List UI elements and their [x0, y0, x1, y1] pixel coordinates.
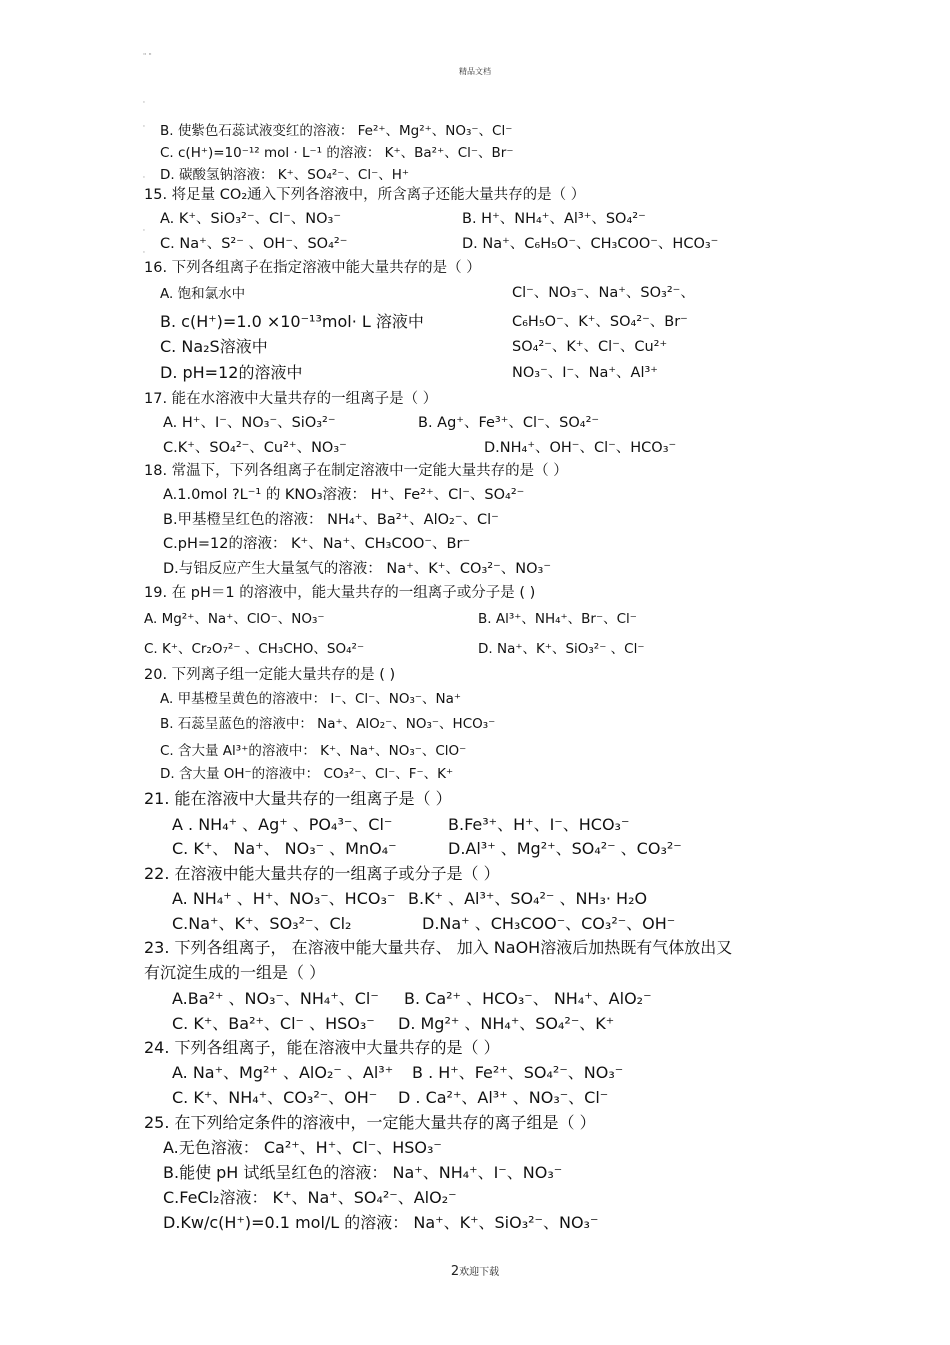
option-line: C.pH=12的溶液： K⁺、Na⁺、CH₃COO⁻、Br⁻ [163, 536, 471, 552]
option-line: B.Fe³⁺、H⁺、I⁻、HCO₃⁻ [448, 815, 630, 834]
margin-mark: " " [143, 52, 152, 60]
option-line: C. K⁺、NH₄⁺、CO₃²⁻、OH⁻ [172, 1088, 378, 1107]
page-header: 精品文档 [459, 67, 491, 76]
option-line: C.K⁺、SO₄²⁻、Cu²⁺、NO₃⁻ [163, 440, 347, 456]
option-line: B.K⁺ 、Al³⁺、SO₄²⁻ 、NH₃· H₂O [408, 889, 648, 908]
option-line: C.Na⁺、K⁺、SO₃²⁻、Cl₂ [172, 914, 352, 933]
question-stem: 23. 下列各组离子， 在溶液中能大量共存、 加入 NaOH溶液后加热既有气体放出又 [144, 938, 733, 957]
question-stem: 21. 能在溶液中大量共存的一组离子是（ ） [144, 789, 452, 808]
option-line: C₆H₅O⁻、K⁺、SO₄²⁻、Br⁻ [512, 314, 688, 330]
option-line: A. Na⁺、Mg²⁺ 、AlO₂⁻ 、Al³⁺ [172, 1063, 394, 1082]
option-line: A. H⁺、I⁻、NO₃⁻、SiO₃²⁻ [163, 415, 336, 431]
option-line: C. K⁺、Cr₂O₇²⁻ 、CH₃CHO、SO₄²⁻ [144, 641, 365, 657]
option-line: B. Ag⁺、Fe³⁺、Cl⁻、SO₄²⁻ [418, 415, 600, 431]
option-line: C. Na₂S溶液中 [160, 337, 268, 356]
footer-text: 欢迎下载 [459, 1267, 500, 1278]
option-line: B. Ca²⁺ 、HCO₃⁻、 NH₄⁺、AlO₂⁻ [404, 989, 652, 1008]
question-stem: 25. 在下列给定条件的溶液中，一定能大量共存的离子组是（ ） [144, 1113, 596, 1132]
option-line: C.FeCl₂溶液： K⁺、Na⁺、SO₄²⁻、AlO₂⁻ [163, 1188, 457, 1207]
question-stem: 19. 在 pH＝1 的溶液中，能大量共存的一组离子或分子是 ( ) [144, 585, 536, 601]
question-stem: 15. 将足量 CO₂通入下列各溶液中，所含离子还能大量共存的是（ ） [144, 187, 586, 203]
margin-mark: ' [143, 175, 145, 183]
question-stem: 20. 下列离子组一定能大量共存的是 ( ) [144, 667, 396, 683]
option-line: C. Na⁺、S²⁻ 、OH⁻、SO₄²⁻ [160, 236, 348, 252]
option-line: B. Al³⁺、NH₄⁺、Br⁻、Cl⁻ [478, 611, 637, 627]
page-number: 2 [450, 1264, 460, 1279]
question-stem: 22. 在溶液中能大量共存的一组离子或分子是（ ） [144, 864, 500, 883]
margin-mark: ' [143, 124, 145, 132]
option-line: D. 含大量 OH⁻的溶液中： CO₃²⁻、Cl⁻、F⁻、K⁺ [160, 766, 454, 782]
option-line: B . H⁺、Fe²⁺、SO₄²⁻、NO₃⁻ [412, 1063, 624, 1082]
option-line: A. NH₄⁺ 、H⁺、NO₃⁻、HCO₃⁻ [172, 889, 396, 908]
option-line: C. 含大量 Al³⁺的溶液中： K⁺、Na⁺、NO₃⁻、ClO⁻ [160, 743, 467, 759]
question-stem: 16. 下列各组离子在指定溶液中能大量共存的是（ ） [144, 260, 481, 276]
option-line: B. c(H⁺)=1.0 ×10⁻¹³mol· L 溶液中 [160, 312, 424, 331]
option-line: D.Na⁺ 、CH₃COO⁻、CO₃²⁻、OH⁻ [422, 914, 676, 933]
option-line: A. 甲基橙呈黄色的溶液中： I⁻、Cl⁻、NO₃⁻、Na⁺ [160, 691, 462, 707]
option-line: B.甲基橙呈红色的溶液： NH₄⁺、Ba²⁺、AlO₂⁻、Cl⁻ [163, 512, 499, 528]
page-footer [0, 1263, 950, 1279]
margin-mark: ' [143, 228, 145, 236]
option-line: A. 饱和氯水中 [160, 286, 246, 302]
margin-mark: ' [143, 250, 145, 258]
option-line: B.能使 pH 试纸呈红色的溶液： Na⁺、NH₄⁺、I⁻、NO₃⁻ [163, 1163, 563, 1182]
option-line: C. K⁺、Ba²⁺、Cl⁻ 、HSO₃⁻ [172, 1014, 375, 1033]
option-line: D.NH₄⁺、OH⁻、Cl⁻、HCO₃⁻ [484, 440, 677, 456]
option-line: D . Ca²⁺、Al³⁺ 、NO₃⁻、Cl⁻ [398, 1088, 609, 1107]
margin-mark: ' [143, 100, 145, 108]
option-line: B. 使紫色石蕊试液变红的溶液： Fe²⁺、Mg²⁺、NO₃⁻、Cl⁻ [160, 123, 513, 139]
option-line: D.Al³⁺ 、Mg²⁺、SO₄²⁻ 、CO₃²⁻ [448, 839, 682, 858]
option-line: D.Kw/c(H⁺)=0.1 mol/L 的溶液： Na⁺、K⁺、SiO₃²⁻、NO₃⁻ [163, 1213, 599, 1232]
option-line: D. Na⁺、K⁺、SiO₃²⁻ 、Cl⁻ [478, 641, 645, 657]
option-line: A . NH₄⁺ 、Ag⁺ 、PO₄³⁻、Cl⁻ [172, 815, 393, 834]
question-stem: 17. 能在水溶液中大量共存的一组离子是（ ） [144, 391, 438, 407]
option-line: D. 碳酸氢钠溶液： K⁺、SO₄²⁻、Cl⁻、H⁺ [160, 167, 409, 183]
option-line: D. Mg²⁺ 、NH₄⁺、SO₄²⁻、K⁺ [398, 1014, 615, 1033]
option-line: A. K⁺、SiO₃²⁻、Cl⁻、NO₃⁻ [160, 211, 342, 227]
option-line: NO₃⁻、I⁻、Na⁺、Al³⁺ [512, 365, 658, 381]
option-line: SO₄²⁻、K⁺、Cl⁻、Cu²⁺ [512, 339, 668, 355]
option-line: A.无色溶液： Ca²⁺、H⁺、Cl⁻、HSO₃⁻ [163, 1138, 442, 1157]
option-line: D. Na⁺、C₆H₅O⁻、CH₃COO⁻、HCO₃⁻ [462, 236, 719, 252]
option-line: C. K⁺、 Na⁺、 NO₃⁻ 、MnO₄⁻ [172, 839, 397, 858]
option-line: A.Ba²⁺ 、NO₃⁻、NH₄⁺、Cl⁻ [172, 989, 379, 1008]
option-line: Cl⁻、NO₃⁻、Na⁺、SO₃²⁻、 [512, 285, 695, 301]
option-line: C. c(H⁺)=10⁻¹² mol · L⁻¹ 的溶液： K⁺、Ba²⁺、Cl⁻、Br⁻ [160, 145, 514, 161]
option-line: D. pH=12的溶液中 [160, 363, 303, 382]
option-line: D.与铝反应产生大量氢气的溶液： Na⁺、K⁺、CO₃²⁻、NO₃⁻ [163, 561, 551, 577]
question-stem: 24. 下列各组离子，能在溶液中大量共存的是（ ） [144, 1038, 500, 1057]
question-stem-cont: 有沉淀生成的一组是（ ） [144, 963, 326, 982]
question-stem: 18. 常温下，下列各组离子在制定溶液中一定能大量共存的是（ ） [144, 463, 568, 479]
option-line: B. H⁺、NH₄⁺、Al³⁺、SO₄²⁻ [462, 211, 646, 227]
option-line: A. Mg²⁺、Na⁺、ClO⁻、NO₃⁻ [144, 611, 325, 627]
option-line: B. 石蕊呈蓝色的溶液中： Na⁺、AlO₂⁻、NO₃⁻、HCO₃⁻ [160, 716, 496, 732]
option-line: A.1.0mol ?L⁻¹ 的 KNO₃溶液： H⁺、Fe²⁺、Cl⁻、SO₄²⁻ [163, 487, 525, 503]
